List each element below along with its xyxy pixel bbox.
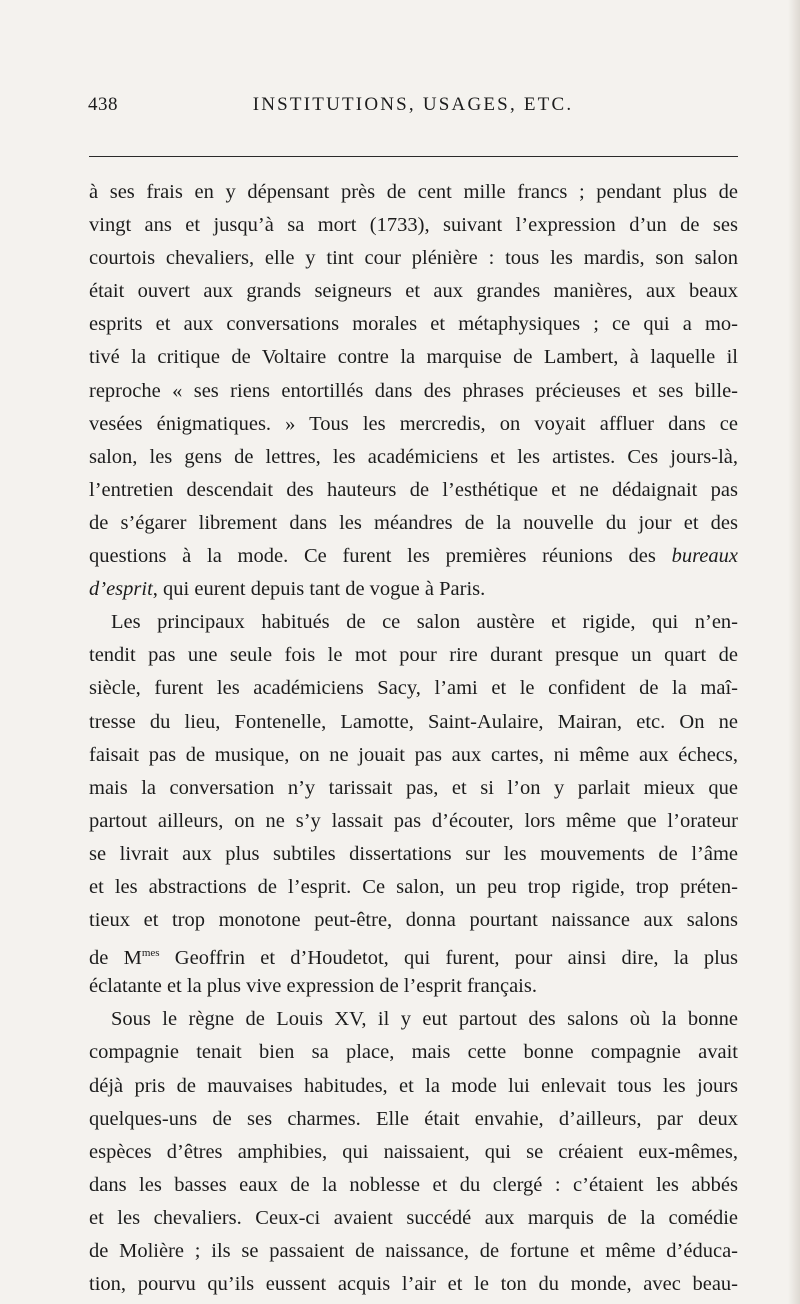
- text-line: tion, pourvu qu’ils eussent acquis l’air et le ton du monde, avec beau-: [89, 1273, 738, 1296]
- page-header: [88, 94, 738, 124]
- text-line: salon, les gens de lettres, les académiciens et les artistes. Ces jours-là,: [89, 445, 738, 468]
- text-line: et les chevaliers. Ceux-ci avaient succédé aux marquis de la comédie: [89, 1206, 738, 1229]
- text-line: tieux et trop monotone peut-être, donna pourtant naissance aux salons: [89, 909, 738, 932]
- text-line: [89, 573, 738, 606]
- text-line: [89, 540, 738, 573]
- text-line: faisait pas de musique, on ne jouait pas aux cartes, ni même aux échecs,: [89, 743, 738, 766]
- text-line: partout ailleurs, on ne s’y lassait pas d’écouter, lors même que l’orateur: [89, 809, 738, 832]
- text-line: espèces d’êtres amphibies, qui naissaient, qui se créaient eux-mêmes,: [89, 1140, 738, 1163]
- text-line: esprits et aux conversations morales et métaphysiques ; ce qui a mo-: [89, 313, 738, 336]
- text-line: éclatante et la plus vive expression de l’esprit français.: [89, 975, 537, 998]
- text-line: tivé la critique de Voltaire contre la marquise de Lambert, à laquelle il: [89, 346, 738, 369]
- text-line: dans les basses eaux de la noblesse et du clergé : c’étaient les abbés: [89, 1173, 738, 1196]
- text-line: déjà pris de mauvaises habitudes, et la mode lui enlevait tous les jours: [89, 1074, 738, 1097]
- text-fragment: questions à la mode. Ce furent les premières réunions des: [89, 545, 656, 568]
- text-line: à ses frais en y dépensant près de cent mille francs ; pendant plus de: [89, 181, 738, 203]
- text-fragment: de M: [89, 946, 142, 969]
- page-number: 438: [88, 94, 118, 115]
- header-rule: [89, 156, 738, 157]
- text-line: reproche « ses riens entortillés dans des phrases précieuses et ses bille-: [89, 379, 738, 402]
- text-fragment: Geoffrin et d’Houdetot, qui furent, pour ainsi dire, la plus: [159, 946, 739, 969]
- text-line: et les abstractions de l’esprit. Ce salon, un peu trop rigide, trop préten-: [89, 875, 738, 898]
- italic-term: bureaux: [671, 545, 738, 568]
- page-edge-shadow: [788, 0, 800, 1304]
- text-line: compagnie tenait bien sa place, mais cette bonne compagnie avait: [89, 1041, 738, 1064]
- text-line: [89, 937, 738, 970]
- text-line: tendit pas une seule fois le mot pour rire durant presque un quart de: [89, 644, 738, 667]
- text-line: vesées énigmatiques. » Tous les mercredis, on voyait affluer dans ce: [89, 412, 738, 435]
- body-text: [89, 176, 738, 1301]
- paragraph-start: Sous le règne de Louis XV, il y eut partout des salons où la bonne: [111, 1008, 738, 1031]
- text-line: l’entretien descendait des hauteurs de l’esthétique et ne dédaignait pas: [89, 478, 738, 501]
- text-line: tresse du lieu, Fontenelle, Lamotte, Saint-Aulaire, Mairan, etc. On ne: [89, 710, 738, 733]
- italic-term: d’esprit: [89, 578, 153, 601]
- text-line: courtois chevaliers, elle y tint cour plénière : tous les mardis, son salon: [89, 247, 738, 270]
- text-line: de Molière ; ils se passaient de naissance, de fortune et même d’éduca-: [89, 1240, 738, 1262]
- text-line: de s’égarer librement dans les méandres de la nouvelle du jour et des: [89, 511, 738, 534]
- text-line: mais la conversation n’y tarissait pas, et si l’on y parlait mieux que: [89, 776, 738, 799]
- text-line: se livrait aux plus subtiles dissertations sur les mouvements de l’âme: [89, 842, 738, 865]
- superscript: mes: [141, 947, 160, 960]
- paragraph-start: Les principaux habitués de ce salon austère et rigide, qui n’en-: [111, 611, 738, 634]
- text-line: quelques-uns de ses charmes. Elle était envahie, d’ailleurs, par deux: [89, 1107, 738, 1130]
- text-fragment: , qui eurent depuis tant de vogue à Paris.: [152, 578, 486, 601]
- text-line: siècle, furent les académiciens Sacy, l’ami et le confident de la maî-: [89, 677, 738, 700]
- text-line: vingt ans et jusqu’à sa mort (1733), suivant l’expression d’un de ses: [89, 214, 738, 237]
- running-head: INSTITUTIONS, USAGES, ETC.: [252, 94, 574, 115]
- text-line: était ouvert aux grands seigneurs et aux grandes manières, aux beaux: [89, 280, 738, 303]
